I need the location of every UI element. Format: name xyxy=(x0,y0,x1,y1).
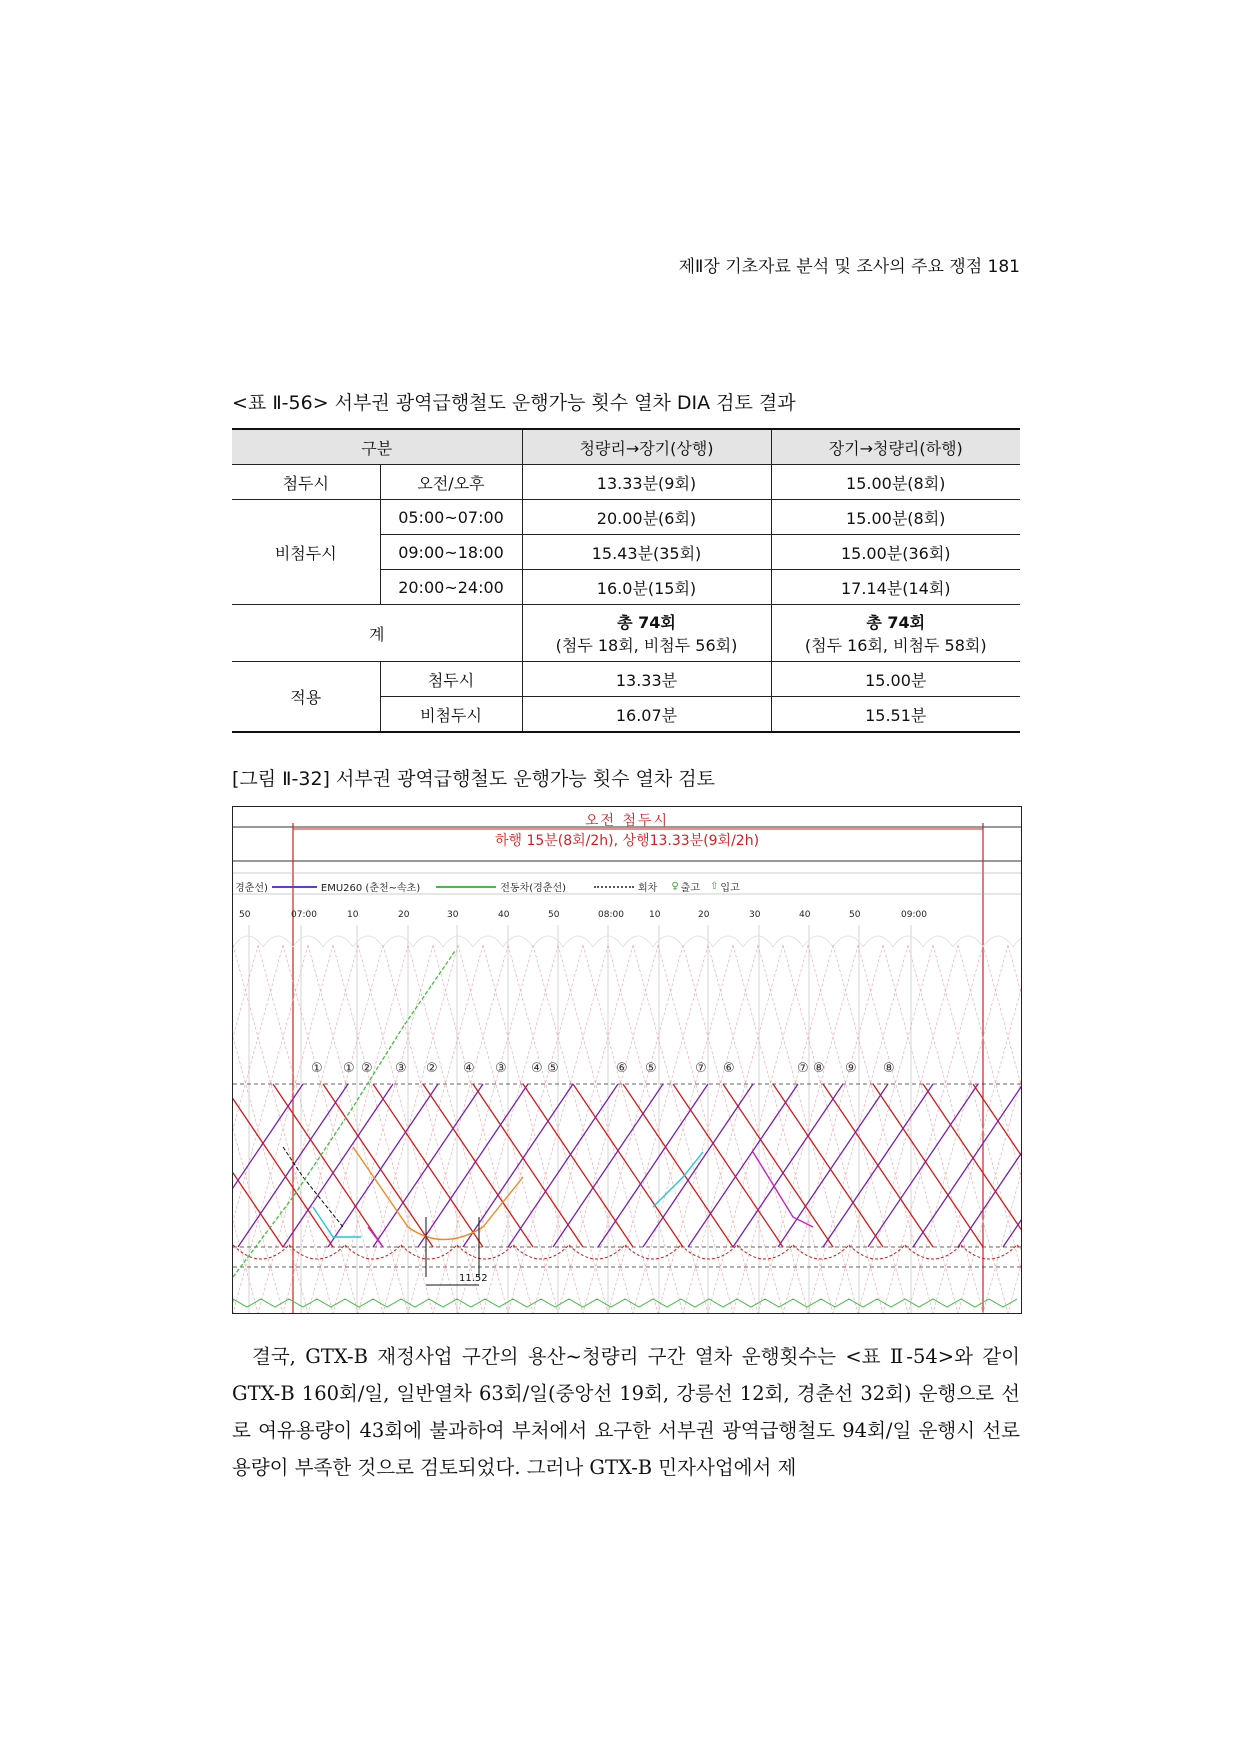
time-tick-label: 30 xyxy=(447,910,459,920)
down-train-path xyxy=(323,1084,433,1247)
time-tick-label: 07:00 xyxy=(291,910,317,920)
time-tick-label: 08:00 xyxy=(598,910,624,920)
time-tick-label: 50 xyxy=(239,910,251,920)
background-train-line xyxy=(983,945,1021,1313)
background-arc xyxy=(323,936,353,947)
header-up: 청량리→장기(상행) xyxy=(522,429,771,465)
legend-item: 회차 xyxy=(638,883,658,894)
offpeak-down: 15.00분(36회) xyxy=(771,535,1020,570)
down-train-path xyxy=(773,1084,883,1247)
time-tick-label: 30 xyxy=(749,910,761,920)
background-arc xyxy=(413,936,443,947)
down-train-path xyxy=(523,1084,633,1247)
background-arc xyxy=(623,936,653,947)
offpeak-up: 15.43분(35회) xyxy=(522,535,771,570)
background-arc xyxy=(1013,936,1021,947)
figure-caption: [그림 Ⅱ-32] 서부권 광역급행철도 운행가능 횟수 열차 검토 xyxy=(232,768,715,790)
legend-item: 전동차(경춘선) xyxy=(500,883,567,894)
train-number-label: ⑧ xyxy=(813,1061,825,1076)
down-train-path xyxy=(673,1084,783,1247)
background-arc xyxy=(923,936,953,947)
offpeak-label: 비첨두시 xyxy=(232,500,380,605)
down-train-path xyxy=(423,1084,533,1247)
table-header-row xyxy=(232,429,1020,465)
legend-item: 경춘선) xyxy=(235,883,268,894)
up-train-path xyxy=(868,1084,978,1247)
table-caption: <표 Ⅱ-56> 서부권 광역급행철도 운행가능 횟수 열차 DIA 검토 결과 xyxy=(232,392,796,414)
train-number-label: ② xyxy=(426,1061,438,1076)
header-group: 구분 xyxy=(232,429,522,465)
train-number-label: ⑤ xyxy=(645,1061,657,1076)
background-train-line xyxy=(958,945,1021,1313)
time-tick-label: 10 xyxy=(347,910,359,920)
background-arc xyxy=(383,936,413,947)
total-up-detail: (첨두 18회, 비첨두 56회) xyxy=(555,636,738,655)
total-down-detail: (첨두 16회, 비첨두 58회) xyxy=(804,636,987,655)
peak-time: 오전/오후 xyxy=(380,465,522,500)
background-arc xyxy=(263,936,293,947)
background-train-line xyxy=(958,945,1021,1313)
body-paragraph: 결국, GTX-B 재정사업 구간의 용산~청량리 구간 열차 운행횟수는 <표 Ⅱ-54>와 같이 GTX-B 160회/일, 일반열차 63회/일(중앙선 19회, 강릉선 12회, 경춘선 32회) 운행으로 선로 여유용량이 43회에 불과하여 부처에서 요구한 서부권 광역급행철도 94회/일 운행시 선로용량이 부족한 것으로 검토되었다. 그러나 GTX-B 민자사업에서 제 xyxy=(232,1345,1020,1479)
applied-label: 적용 xyxy=(232,662,380,733)
background-arc xyxy=(713,936,743,947)
background-arc xyxy=(653,936,683,947)
offpeak-up: 16.0분(15회) xyxy=(522,570,771,605)
train-number-label: ③ xyxy=(395,1061,407,1076)
table-row xyxy=(232,500,1020,535)
down-train-path xyxy=(723,1084,833,1247)
down-train-path xyxy=(623,1084,733,1247)
down-train-path xyxy=(873,1084,983,1247)
offpeak-time: 20:00~24:00 xyxy=(380,570,522,605)
peak-up: 13.33분(9회) xyxy=(522,465,771,500)
background-arc xyxy=(833,936,863,947)
running-head: 제Ⅱ장 기초자료 분석 및 조사의 주요 쟁점 181 xyxy=(678,257,1020,277)
train-number-label: ⑨ xyxy=(845,1061,857,1076)
legend-item: 입고 xyxy=(720,883,740,894)
down-train-path xyxy=(233,1084,283,1247)
total-label: 계 xyxy=(232,605,522,662)
legend-line-emu-train xyxy=(436,886,496,888)
background-train-line xyxy=(983,945,1021,1313)
up-train-path xyxy=(508,1084,618,1247)
train-number-label: ⑥ xyxy=(723,1061,735,1076)
background-train-line xyxy=(1008,945,1021,1313)
down-train-path xyxy=(573,1084,683,1247)
up-train-path xyxy=(283,1084,393,1247)
train-number-label: ④ xyxy=(463,1061,475,1076)
bottom-track-path xyxy=(233,1299,1017,1307)
diagram-subtitle: 하행 15분(8회/2h), 상행13.33분(9회/2h) xyxy=(494,833,760,849)
peak-label: 첨두시 xyxy=(232,465,380,500)
peak-down: 15.00분(8회) xyxy=(771,465,1020,500)
train-number-label: ① xyxy=(311,1061,323,1076)
time-tick-label: 20 xyxy=(698,910,710,920)
offpeak-time: 09:00~18:00 xyxy=(380,535,522,570)
train-number-label: ① xyxy=(343,1061,355,1076)
up-train-path xyxy=(688,1084,798,1247)
applied-up: 16.07분 xyxy=(522,697,771,733)
background-arc xyxy=(473,936,503,947)
legend-item: EMU260 (춘천~속초) xyxy=(320,883,421,894)
time-tick-label: 40 xyxy=(799,910,811,920)
time-tick-label: 09:00 xyxy=(901,910,927,920)
background-arc xyxy=(683,936,713,947)
applied-down: 15.00분 xyxy=(771,662,1020,697)
highlight-train-path xyxy=(653,1152,703,1207)
up-train-path xyxy=(418,1084,528,1247)
time-tick-label: 50 xyxy=(548,910,560,920)
up-train-path xyxy=(1003,1084,1021,1247)
background-train-line xyxy=(1008,945,1021,1313)
up-train-path xyxy=(778,1084,888,1247)
down-train-path xyxy=(473,1084,583,1247)
highlight-train-path xyxy=(313,1207,361,1237)
total-up xyxy=(522,605,771,662)
background-arc xyxy=(863,936,893,947)
up-arrow-icon: ⇧ xyxy=(710,881,719,892)
applied-time: 비첨두시 xyxy=(380,697,522,733)
background-arc xyxy=(353,936,383,947)
table-row xyxy=(232,605,1020,662)
up-train-path xyxy=(643,1084,753,1247)
applied-down: 15.51분 xyxy=(771,697,1020,733)
legend-line-emu xyxy=(272,886,317,888)
time-tick-label: 40 xyxy=(498,910,510,920)
legend-line-turnback xyxy=(594,886,634,888)
time-tick-label: 50 xyxy=(849,910,861,920)
total-down-sum: 총 74회 xyxy=(866,613,926,632)
header-down: 장기→청량리(하행) xyxy=(771,429,1020,465)
train-number-label: ④ xyxy=(531,1061,543,1076)
background-arc xyxy=(503,936,533,947)
legend-item: 출고 xyxy=(680,883,700,894)
down-train-path xyxy=(973,1084,1021,1247)
background-arc xyxy=(983,936,1013,947)
up-train-path xyxy=(733,1084,843,1247)
total-down xyxy=(771,605,1020,662)
train-number-label: ⑤ xyxy=(547,1061,559,1076)
total-up-sum: 총 74회 xyxy=(617,613,676,632)
train-number-label: ⑦ xyxy=(695,1061,707,1076)
train-number-label: ⑧ xyxy=(883,1061,895,1076)
table-row xyxy=(232,465,1020,500)
background-arc xyxy=(533,936,563,947)
background-arc xyxy=(563,936,593,947)
table-row xyxy=(232,662,1020,697)
background-arc xyxy=(233,936,263,947)
background-arc xyxy=(953,936,983,947)
train-diagram xyxy=(232,806,1022,1314)
train-number-label: ⑦ xyxy=(797,1061,809,1076)
applied-time: 첨두시 xyxy=(380,662,522,697)
offpeak-down: 17.14분(14회) xyxy=(771,570,1020,605)
background-arc xyxy=(773,936,803,947)
train-number-label: ⑥ xyxy=(616,1061,628,1076)
diagram-legend xyxy=(235,879,740,894)
offpeak-up: 20.00분(6회) xyxy=(522,500,771,535)
time-tick-label: 20 xyxy=(398,910,410,920)
diagram-title: 오전 첨두시 xyxy=(584,813,670,829)
offpeak-down: 15.00분(8회) xyxy=(771,500,1020,535)
applied-up: 13.33분 xyxy=(522,662,771,697)
train-number-label: ③ xyxy=(495,1061,507,1076)
up-train-path xyxy=(328,1084,438,1247)
pin-icon: ♀ xyxy=(671,881,679,892)
time-tick-label: 10 xyxy=(649,910,661,920)
dia-result-table xyxy=(232,428,1020,733)
background-arc xyxy=(803,936,833,947)
dimension-label: 11.52 xyxy=(459,1273,488,1284)
train-number-label: ② xyxy=(361,1061,373,1076)
offpeak-time: 05:00~07:00 xyxy=(380,500,522,535)
